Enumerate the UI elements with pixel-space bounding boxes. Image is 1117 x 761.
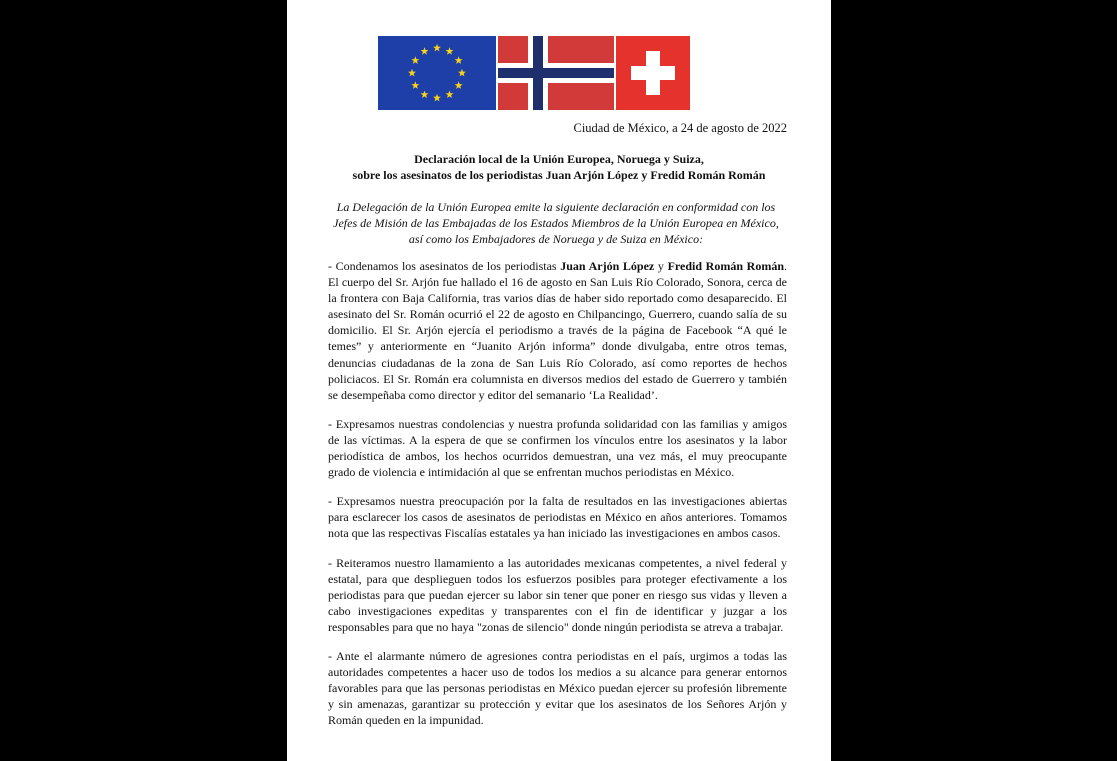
document-page	[287, 0, 831, 761]
document-date: Ciudad de México, a 24 de agosto de 2022	[573, 121, 787, 135]
paragraph-4: - Reiteramos nuestro llamamiento a las autoridades mexicanas competentes, a nivel federal y estatal, para que desplieguen todos los esfuerzos posibles para proteger efectivamente a los periodistas para que puedan ejercer su labor sin tener que poner en riesgo sus vidas y lleven a cabo investigaciones expeditas y transparentes con el fin de identificar y juzgar a los responsables para que no haya "zonas de silencio" donde ningún periodista se atreva a trabajar.	[328, 555, 787, 634]
document-title	[317, 151, 801, 183]
paragraph-2: - Expresamos nuestras condolencias y nuestra profunda solidaridad con las familias y amigos de las víctimas. A la espera de que se confirmen los vínculos entre los asesinatos y la labor periodística de ambos, los hechos ocurridos demuestran, una vez más, el muy preocupante grado de violencia e intimidación al que se enfrentan muchos periodistas en México.	[328, 416, 787, 480]
norway-flag-icon	[498, 36, 614, 110]
paragraph-5: - Ante el alarmante número de agresiones contra periodistas en el país, urgimos a todas las autoridades competentes a hacer uso de todos los medios a su alcance para generar entornos favorables para que las personas periodistas en México puedan ejercer su profesión libremente y sin amenazas, garantizar su protección y evitar que los asesinatos de los Señores Arjón y Román queden en la impunidad.	[328, 648, 787, 728]
p1-rest: . El cuerpo del Sr. Arjón fue hallado el 16 de agosto en San Luis Río Colorado, Sonora, cerca de la frontera con Baja California, tras varios días de haber sido reportado como desaparecido. El asesinato del Sr. Román ocurrió el 22 de agosto en Chilpancingo, Guerrero, cuando salía de su domicilio. El Sr. Arjón ejercía el periodismo a través de la página de Facebook “A qué le temes” y anteriormente en “Juanito Arjón informa” donde divulgaba, entre otros temas, denuncias ciudadanas de la zona de San Luis Río Colorado, así como reportes de hechos policiacos. El Sr. Román era columnista en diversos medios del estado de Guerrero y también se desempeñaba como director y editor del semanario ‘La Realidad’.	[328, 259, 788, 402]
intro-paragraph: La Delegación de la Unión Europea emite la siguiente declaración en conformidad con los Jefes de Misión de las Embajadas de los Estados Miembros de la Unión Europea en México, así como los Embajadores de Noruega y de Suiza en México:	[333, 200, 779, 246]
p1-lead: - Condenamos los asesinatos de los periodistas	[328, 259, 561, 273]
document-body	[328, 258, 787, 741]
paragraph-1	[328, 258, 787, 403]
title-line-2: sobre los asesinatos de los periodistas Juan Arjón López y Fredid Román Román	[352, 168, 766, 182]
eu-flag-icon	[378, 36, 496, 110]
p1-connector: y	[654, 259, 668, 273]
title-line-1: Declaración local de la Unión Europea, Noruega y Suiza,	[414, 152, 704, 166]
flags-header	[378, 36, 690, 110]
journalist-name-2: Fredid Román Román	[667, 259, 785, 273]
journalist-name-1: Juan Arjón López	[560, 259, 655, 273]
paragraph-3: - Expresamos nuestra preocupación por la falta de resultados en las investigaciones abiertas para esclarecer los casos de asesinatos de periodistas en México en años anteriores. Tomamos nota que las respectivas Fiscalías estatales ya han iniciado las investigaciones en ambos casos.	[328, 494, 787, 541]
switzerland-flag-icon	[616, 36, 690, 110]
